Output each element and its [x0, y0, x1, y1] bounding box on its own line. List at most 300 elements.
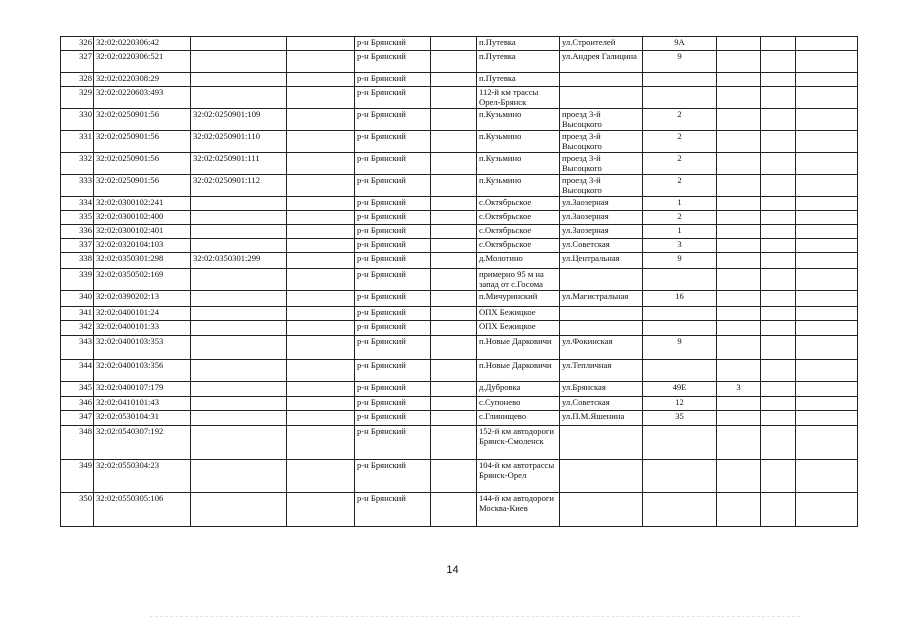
cell-col-4 [287, 197, 355, 211]
cell-district: р-н Брянский [355, 382, 431, 397]
cell-district: р-н Брянский [355, 225, 431, 239]
cell-col-6 [431, 321, 477, 336]
cell-col-6 [431, 37, 477, 51]
cell-row-number: 338 [61, 253, 94, 269]
table-row [61, 411, 858, 426]
cell-col-4 [287, 153, 355, 175]
cell-col-4 [287, 382, 355, 397]
cell-building [717, 131, 761, 153]
cell-col-4 [287, 291, 355, 307]
cell-col-11 [761, 73, 796, 87]
cell-street: проезд 3-й Высоцкого [560, 109, 643, 131]
cell-col-12 [796, 239, 858, 253]
cell-building [717, 426, 761, 460]
cell-house-number: 2 [643, 131, 717, 153]
cell-building [717, 336, 761, 360]
cell-building [717, 197, 761, 211]
cell-cadastral-number: 32:02:0220603:493 [94, 87, 191, 109]
cell-cadastral-number: 32:02:0300102:401 [94, 225, 191, 239]
cell-col-12 [796, 493, 858, 527]
table-row [61, 87, 858, 109]
cell-col-12 [796, 397, 858, 411]
cell-cadastral-number: 32:02:0350502:169 [94, 269, 191, 291]
cell-district: р-н Брянский [355, 153, 431, 175]
cell-building [717, 307, 761, 321]
cell-col-11 [761, 321, 796, 336]
cell-district: р-н Брянский [355, 253, 431, 269]
cell-col-12 [796, 426, 858, 460]
cell-cadastral-number: 32:02:0400101:33 [94, 321, 191, 336]
cell-house-number: 35 [643, 411, 717, 426]
cell-sub-cadastral-number [191, 87, 287, 109]
cell-street: ул.Строителей [560, 37, 643, 51]
cell-district: р-н Брянский [355, 493, 431, 527]
scan-noise-line [150, 616, 800, 617]
cell-building [717, 460, 761, 493]
cell-col-6 [431, 109, 477, 131]
cell-building [717, 109, 761, 131]
cell-col-6 [431, 411, 477, 426]
table-row [61, 197, 858, 211]
cell-locality: с.Октябрьское [477, 225, 560, 239]
cell-col-6 [431, 73, 477, 87]
cell-row-number: 340 [61, 291, 94, 307]
cell-district: р-н Брянский [355, 397, 431, 411]
cell-building [717, 253, 761, 269]
cell-district: р-н Брянский [355, 211, 431, 225]
cell-cadastral-number: 32:02:0550304:23 [94, 460, 191, 493]
cell-house-number: 9 [643, 336, 717, 360]
cell-house-number [643, 321, 717, 336]
cell-col-4 [287, 336, 355, 360]
cell-col-6 [431, 382, 477, 397]
cell-locality: п.Кузьмино [477, 131, 560, 153]
cell-street [560, 269, 643, 291]
cell-district: р-н Брянский [355, 197, 431, 211]
cell-col-4 [287, 253, 355, 269]
cell-col-4 [287, 211, 355, 225]
cell-house-number [643, 269, 717, 291]
table-row [61, 153, 858, 175]
table-row [61, 253, 858, 269]
cell-col-12 [796, 460, 858, 493]
cell-col-12 [796, 131, 858, 153]
cell-col-6 [431, 197, 477, 211]
cell-sub-cadastral-number [191, 37, 287, 51]
cell-locality: с.Глинищево [477, 411, 560, 426]
cell-street [560, 493, 643, 527]
cell-house-number: 9А [643, 37, 717, 51]
cell-col-11 [761, 87, 796, 109]
table-row [61, 131, 858, 153]
cell-locality: д.Дубровка [477, 382, 560, 397]
cell-row-number: 327 [61, 51, 94, 73]
cell-house-number: 2 [643, 211, 717, 225]
cell-col-12 [796, 382, 858, 397]
cell-col-11 [761, 131, 796, 153]
cell-col-12 [796, 360, 858, 382]
cell-district: р-н Брянский [355, 87, 431, 109]
cell-locality: с.Октябрьское [477, 211, 560, 225]
cell-col-11 [761, 175, 796, 197]
cell-house-number [643, 460, 717, 493]
cell-locality: д.Молотино [477, 253, 560, 269]
cell-col-6 [431, 87, 477, 109]
cell-col-11 [761, 336, 796, 360]
cell-col-4 [287, 87, 355, 109]
cell-street [560, 307, 643, 321]
cell-col-6 [431, 225, 477, 239]
cell-cadastral-number: 32:02:0320104:103 [94, 239, 191, 253]
cell-col-11 [761, 225, 796, 239]
cell-street: ул.Андрея Галицина [560, 51, 643, 73]
cell-sub-cadastral-number [191, 460, 287, 493]
table-row [61, 51, 858, 73]
cell-col-4 [287, 493, 355, 527]
cell-col-4 [287, 307, 355, 321]
cell-sub-cadastral-number [191, 426, 287, 460]
cell-col-6 [431, 460, 477, 493]
cell-house-number [643, 73, 717, 87]
cell-col-12 [796, 175, 858, 197]
cell-col-4 [287, 397, 355, 411]
cell-cadastral-number: 32:02:0410101:43 [94, 397, 191, 411]
cell-sub-cadastral-number [191, 51, 287, 73]
cell-row-number: 341 [61, 307, 94, 321]
cell-col-6 [431, 360, 477, 382]
cell-col-6 [431, 131, 477, 153]
cell-col-12 [796, 51, 858, 73]
cell-house-number [643, 426, 717, 460]
cell-col-11 [761, 382, 796, 397]
cell-sub-cadastral-number: 32:02:0250901:109 [191, 109, 287, 131]
cell-col-11 [761, 37, 796, 51]
cell-house-number: 9 [643, 253, 717, 269]
cell-locality: примерно 95 м на запад от с.Госома [477, 269, 560, 291]
cell-sub-cadastral-number: 32:02:0250901:112 [191, 175, 287, 197]
page-number: 14 [446, 564, 459, 576]
cell-cadastral-number: 32:02:0350301:298 [94, 253, 191, 269]
cell-building [717, 493, 761, 527]
cell-col-12 [796, 225, 858, 239]
cell-locality: п.Кузьмино [477, 175, 560, 197]
cell-sub-cadastral-number [191, 382, 287, 397]
cell-col-4 [287, 175, 355, 197]
cell-row-number: 331 [61, 131, 94, 153]
cell-col-11 [761, 397, 796, 411]
table-row [61, 321, 858, 336]
cell-sub-cadastral-number [191, 307, 287, 321]
cell-locality: ОПХ Бежицкое [477, 307, 560, 321]
cell-col-4 [287, 360, 355, 382]
cell-cadastral-number: 32:02:0220308:29 [94, 73, 191, 87]
cell-locality: п.Кузьмино [477, 153, 560, 175]
cell-street: ул.Центральная [560, 253, 643, 269]
cell-col-11 [761, 411, 796, 426]
cell-col-12 [796, 269, 858, 291]
cell-cadastral-number: 32:02:0300102:241 [94, 197, 191, 211]
cell-house-number [643, 87, 717, 109]
cell-col-6 [431, 211, 477, 225]
cell-district: р-н Брянский [355, 131, 431, 153]
cell-street [560, 321, 643, 336]
cell-street: ул.Фокинская [560, 336, 643, 360]
cell-col-4 [287, 460, 355, 493]
cell-col-6 [431, 291, 477, 307]
cell-building [717, 239, 761, 253]
cell-cadastral-number: 32:02:0540307:192 [94, 426, 191, 460]
cell-col-12 [796, 73, 858, 87]
cell-row-number: 333 [61, 175, 94, 197]
table-row [61, 397, 858, 411]
cell-cadastral-number: 32:02:0400103:353 [94, 336, 191, 360]
cell-cadastral-number: 32:02:0400103:356 [94, 360, 191, 382]
cell-locality: 144-й км автодороги Москва-Киев [477, 493, 560, 527]
cell-row-number: 346 [61, 397, 94, 411]
cell-house-number [643, 307, 717, 321]
cell-col-11 [761, 253, 796, 269]
cell-building [717, 397, 761, 411]
cell-house-number: 12 [643, 397, 717, 411]
table-row [61, 307, 858, 321]
table-row [61, 175, 858, 197]
table-row [61, 109, 858, 131]
table-row [61, 225, 858, 239]
cell-street: ул.Брянская [560, 382, 643, 397]
cell-row-number: 330 [61, 109, 94, 131]
cell-col-6 [431, 493, 477, 527]
cell-district: р-н Брянский [355, 307, 431, 321]
cell-row-number: 335 [61, 211, 94, 225]
cell-col-12 [796, 253, 858, 269]
cell-building [717, 51, 761, 73]
cell-col-12 [796, 109, 858, 131]
cell-district: р-н Брянский [355, 109, 431, 131]
cell-locality: с.Октябрьское [477, 197, 560, 211]
cell-street [560, 73, 643, 87]
cell-col-11 [761, 109, 796, 131]
cell-district: р-н Брянский [355, 291, 431, 307]
cell-house-number: 49Е [643, 382, 717, 397]
cell-sub-cadastral-number [191, 73, 287, 87]
cell-cadastral-number: 32:02:0390202:13 [94, 291, 191, 307]
cell-locality: ОПХ Бежицкое [477, 321, 560, 336]
cell-row-number: 347 [61, 411, 94, 426]
cell-col-12 [796, 307, 858, 321]
cell-row-number: 332 [61, 153, 94, 175]
cell-cadastral-number: 32:02:0250901:56 [94, 153, 191, 175]
cell-cadastral-number: 32:02:0550305:106 [94, 493, 191, 527]
cell-row-number: 334 [61, 197, 94, 211]
cell-sub-cadastral-number [191, 269, 287, 291]
cell-col-11 [761, 493, 796, 527]
cell-row-number: 329 [61, 87, 94, 109]
cell-col-11 [761, 51, 796, 73]
cell-row-number: 343 [61, 336, 94, 360]
cell-house-number: 3 [643, 239, 717, 253]
table-row [61, 73, 858, 87]
cell-sub-cadastral-number [191, 321, 287, 336]
cell-col-11 [761, 211, 796, 225]
table-row [61, 336, 858, 360]
cell-col-4 [287, 426, 355, 460]
cell-street [560, 426, 643, 460]
cell-building [717, 153, 761, 175]
cell-row-number: 326 [61, 37, 94, 51]
cell-col-6 [431, 239, 477, 253]
table-row [61, 493, 858, 527]
cell-col-11 [761, 307, 796, 321]
cell-col-11 [761, 291, 796, 307]
cell-cadastral-number: 32:02:0250901:56 [94, 131, 191, 153]
cell-col-12 [796, 37, 858, 51]
cell-locality: 152-й км автодороги Брянск-Смоленск [477, 426, 560, 460]
cell-sub-cadastral-number [191, 211, 287, 225]
cell-cadastral-number: 32:02:0220306:42 [94, 37, 191, 51]
cell-district: р-н Брянский [355, 460, 431, 493]
cell-col-12 [796, 411, 858, 426]
cell-row-number: 337 [61, 239, 94, 253]
cell-district: р-н Брянский [355, 269, 431, 291]
cell-col-11 [761, 197, 796, 211]
cell-col-12 [796, 291, 858, 307]
cell-cadastral-number: 32:02:0250901:56 [94, 109, 191, 131]
cell-house-number [643, 493, 717, 527]
cell-cadastral-number: 32:02:0220306:521 [94, 51, 191, 73]
cell-locality: 112-й км трассы Орел-Брянск [477, 87, 560, 109]
cell-building [717, 73, 761, 87]
cell-col-4 [287, 239, 355, 253]
cell-sub-cadastral-number [191, 411, 287, 426]
table-row [61, 360, 858, 382]
cell-building [717, 175, 761, 197]
cell-building [717, 360, 761, 382]
cell-house-number: 1 [643, 225, 717, 239]
cell-locality: п.Путевка [477, 37, 560, 51]
cell-district: р-н Брянский [355, 360, 431, 382]
cell-col-4 [287, 321, 355, 336]
cell-sub-cadastral-number [191, 397, 287, 411]
cell-col-4 [287, 411, 355, 426]
table-row [61, 460, 858, 493]
table-row [61, 269, 858, 291]
cell-col-6 [431, 51, 477, 73]
cell-col-11 [761, 153, 796, 175]
cell-sub-cadastral-number: 32:02:0250901:110 [191, 131, 287, 153]
cell-street: проезд 3-й Высоцкого [560, 153, 643, 175]
cell-cadastral-number: 32:02:0530104:31 [94, 411, 191, 426]
cell-row-number: 342 [61, 321, 94, 336]
table-row [61, 211, 858, 225]
cell-col-11 [761, 460, 796, 493]
cell-sub-cadastral-number: 32:02:0350301:299 [191, 253, 287, 269]
cell-sub-cadastral-number [191, 239, 287, 253]
cell-building [717, 269, 761, 291]
cell-sub-cadastral-number [191, 493, 287, 527]
cell-district: р-н Брянский [355, 51, 431, 73]
cell-street: ул.Советская [560, 397, 643, 411]
cell-sub-cadastral-number [191, 336, 287, 360]
cell-house-number: 9 [643, 51, 717, 73]
cell-locality: п.Новые Дарковичи [477, 336, 560, 360]
cell-col-4 [287, 51, 355, 73]
cell-sub-cadastral-number [191, 225, 287, 239]
cell-sub-cadastral-number [191, 360, 287, 382]
cell-locality: п.Кузьмино [477, 109, 560, 131]
cell-col-4 [287, 225, 355, 239]
cell-house-number: 1 [643, 197, 717, 211]
cell-house-number [643, 360, 717, 382]
cell-locality: п.Новые Дарковичи [477, 360, 560, 382]
cell-building [717, 225, 761, 239]
cell-street [560, 460, 643, 493]
cell-street [560, 87, 643, 109]
table-row [61, 239, 858, 253]
cell-row-number: 348 [61, 426, 94, 460]
cell-building [717, 411, 761, 426]
cell-street: ул.Заозерная [560, 225, 643, 239]
cell-street: ул.Тепличная [560, 360, 643, 382]
cell-district: р-н Брянский [355, 73, 431, 87]
cell-col-4 [287, 109, 355, 131]
cell-district: р-н Брянский [355, 426, 431, 460]
cell-building [717, 37, 761, 51]
table-row [61, 426, 858, 460]
cell-col-6 [431, 426, 477, 460]
cell-building [717, 291, 761, 307]
cell-col-6 [431, 269, 477, 291]
cell-col-11 [761, 269, 796, 291]
table-body [61, 37, 858, 527]
cell-col-4 [287, 37, 355, 51]
cell-district: р-н Брянский [355, 175, 431, 197]
cell-row-number: 350 [61, 493, 94, 527]
cell-district: р-н Брянский [355, 411, 431, 426]
cell-district: р-н Брянский [355, 239, 431, 253]
cell-col-11 [761, 239, 796, 253]
cell-cadastral-number: 32:02:0300102:400 [94, 211, 191, 225]
table-row [61, 291, 858, 307]
cell-district: р-н Брянский [355, 321, 431, 336]
cell-locality: п.Путевка [477, 73, 560, 87]
table-row [61, 37, 858, 51]
cell-col-6 [431, 336, 477, 360]
cell-row-number: 345 [61, 382, 94, 397]
cell-col-12 [796, 321, 858, 336]
cell-row-number: 339 [61, 269, 94, 291]
cell-cadastral-number: 32:02:0400101:24 [94, 307, 191, 321]
cell-col-4 [287, 73, 355, 87]
cell-col-11 [761, 426, 796, 460]
cell-row-number: 336 [61, 225, 94, 239]
cell-col-12 [796, 197, 858, 211]
cell-street: ул.Заозерная [560, 197, 643, 211]
cell-col-11 [761, 360, 796, 382]
cell-street: ул.П.М.Яшенина [560, 411, 643, 426]
cell-col-12 [796, 336, 858, 360]
cell-locality: п.Путевка [477, 51, 560, 73]
cell-house-number: 16 [643, 291, 717, 307]
cell-locality: 104-й км автотрассы Брянск-Орел [477, 460, 560, 493]
cell-col-12 [796, 87, 858, 109]
cell-col-4 [287, 269, 355, 291]
cell-street: проезд 3-й Высоцкого [560, 131, 643, 153]
cell-row-number: 328 [61, 73, 94, 87]
cell-building [717, 211, 761, 225]
cell-col-6 [431, 153, 477, 175]
cell-house-number: 2 [643, 109, 717, 131]
cell-locality: п.Мичуринский [477, 291, 560, 307]
